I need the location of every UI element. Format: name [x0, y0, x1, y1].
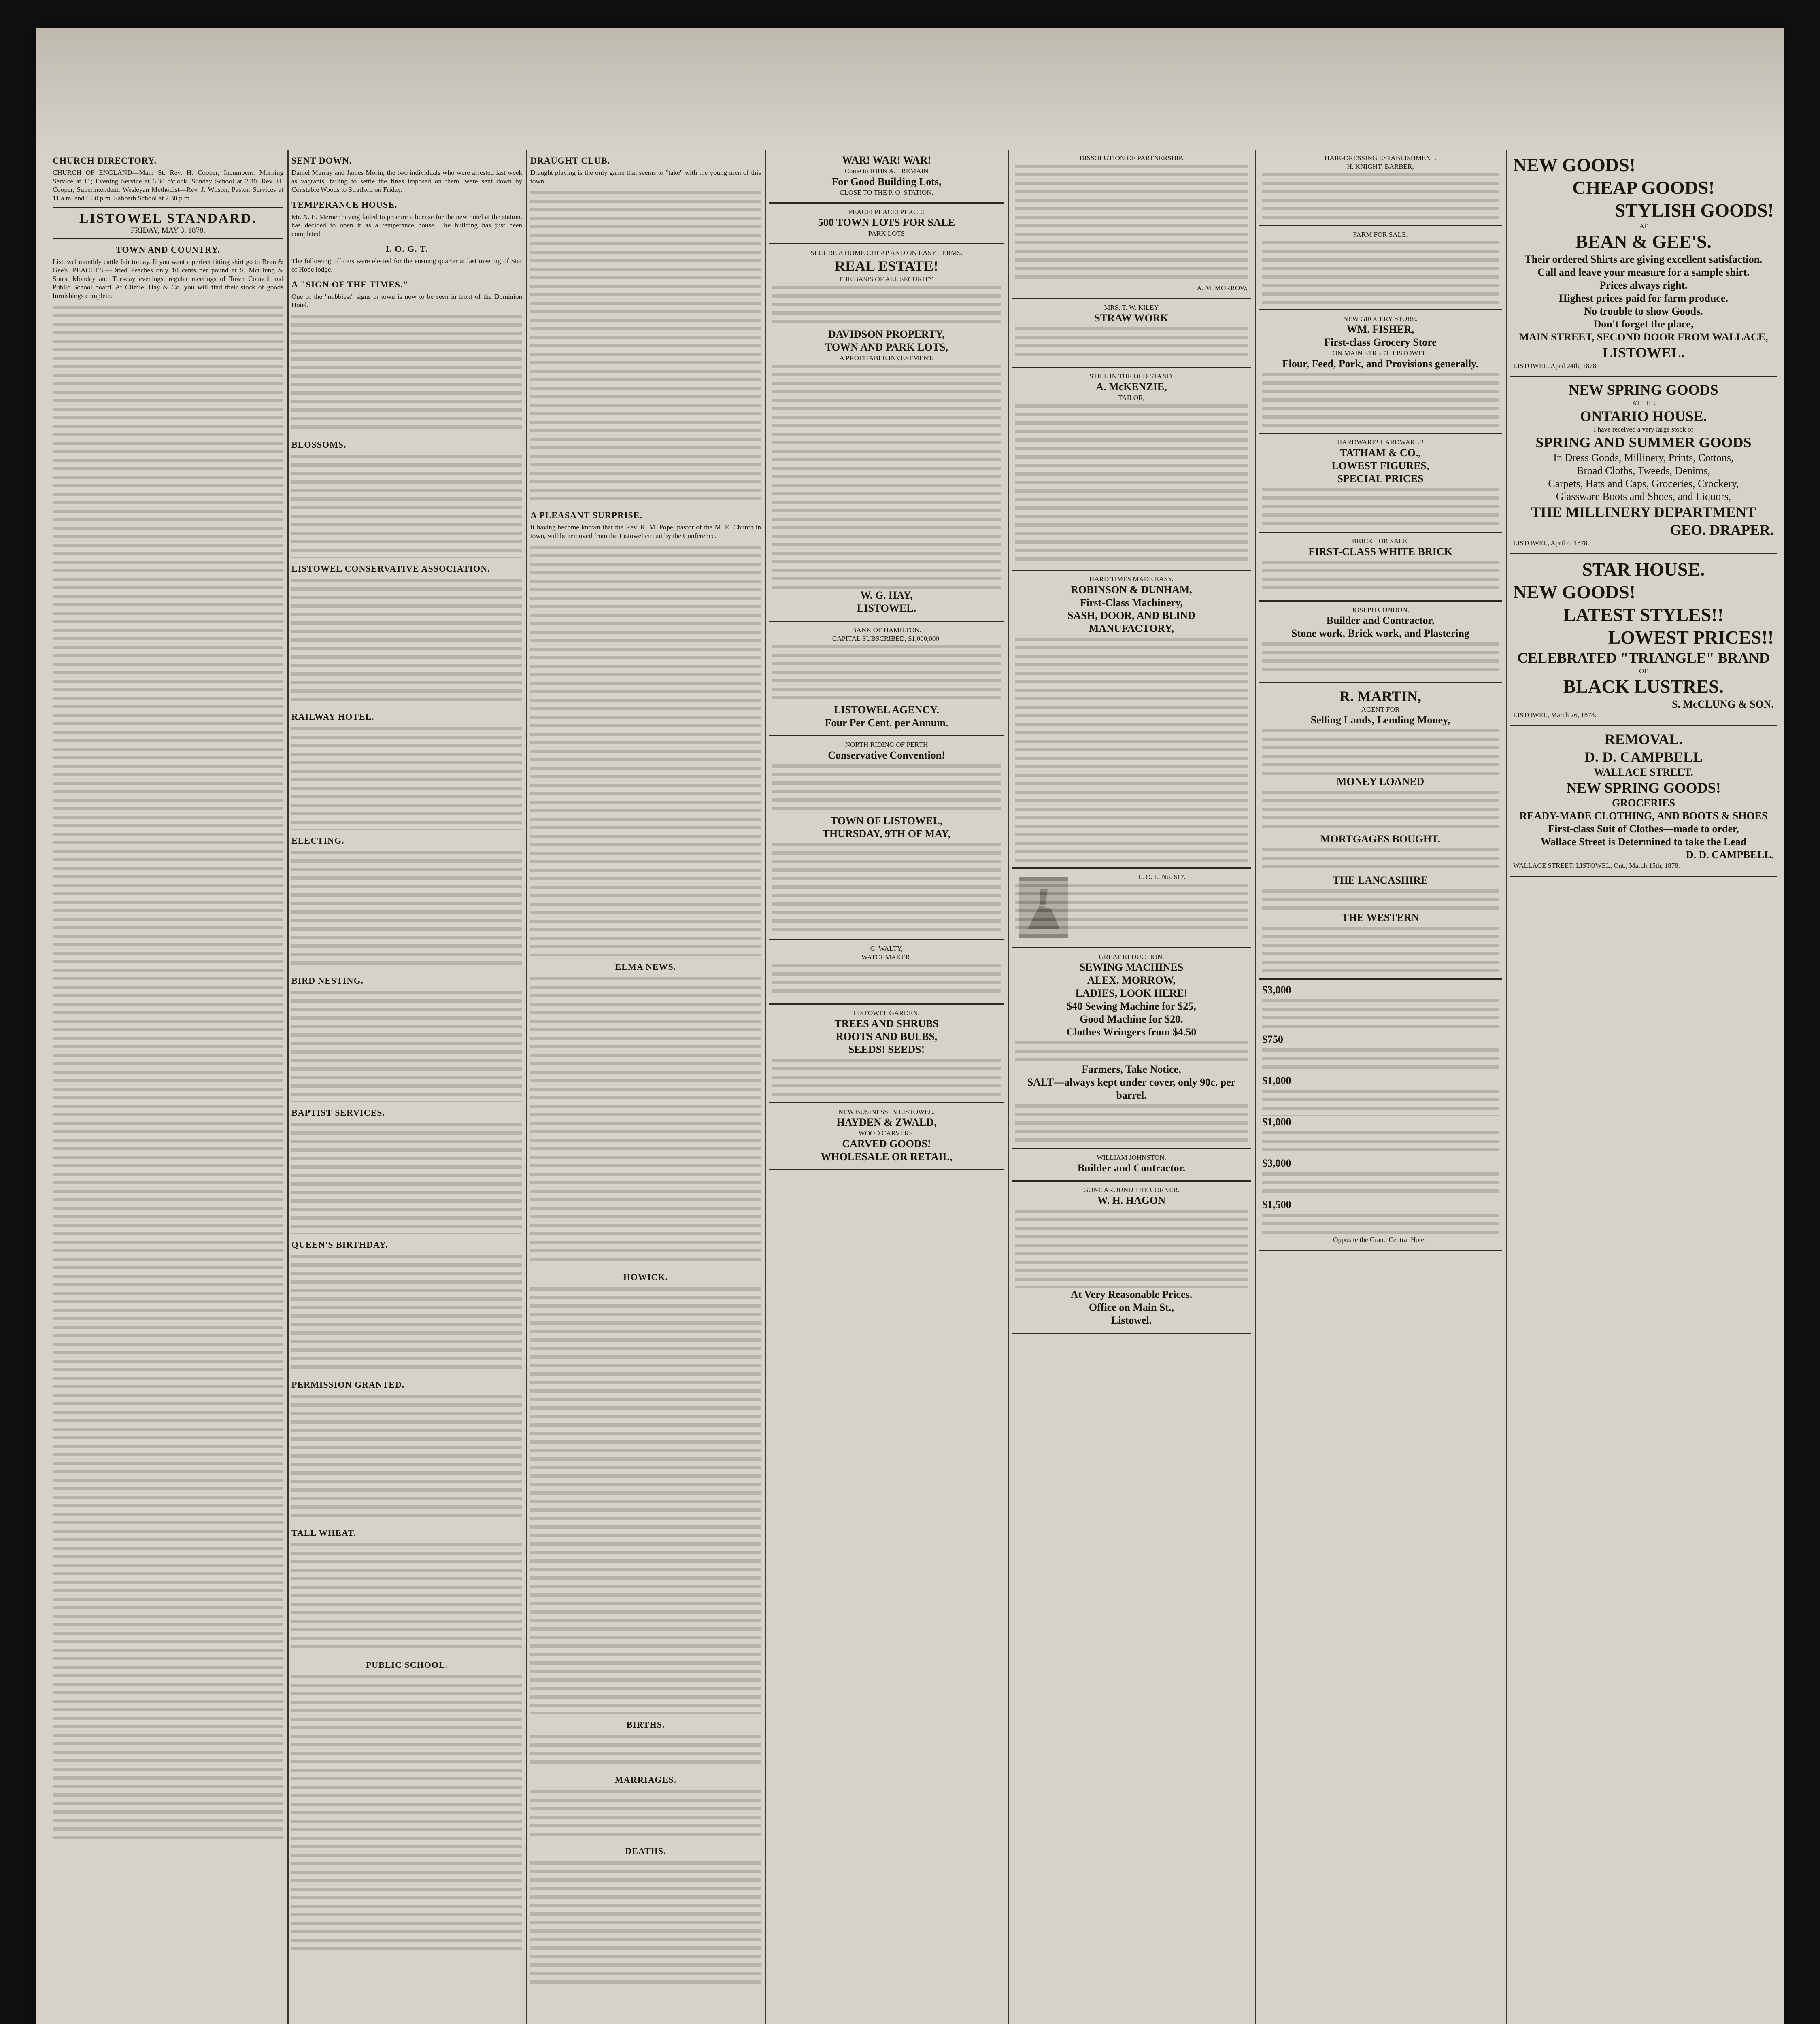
trees-and-shrubs: TREES AND SHRUBS	[834, 1018, 939, 1029]
fisher-location: ON MAIN STREET, LISTOWEL.	[1332, 349, 1429, 357]
farm-filler	[1262, 239, 1499, 304]
baptist-services-heading: BAPTIST SERVICES.	[291, 1108, 385, 1118]
sent-down-heading: SENT DOWN.	[291, 155, 352, 166]
ordered-shirts: Their ordered Shirts are giving excellent satisfaction.	[1524, 253, 1763, 265]
morrow-sewing-ad	[1012, 948, 1251, 1149]
dissolution-ad	[1012, 150, 1251, 299]
column-1-filler-text	[53, 303, 283, 1841]
gone-around-corner: GONE AROUND THE CORNER.	[1083, 1186, 1180, 1194]
real-estate-filler-b	[772, 362, 1001, 589]
church-directory-text: CHURCH OF ENGLAND—Main St. Rev. H. Cooper, Incumbent. Morning Service at 11; Evening Service at 6.30 o'clock. Sunday School at 2.30. Rev. H. Cooper, Superintendent. Wesleyan Methodist—Rev. J. Wilson, Pastor. Services at 11 a.m. and 6.30 p.m. Sabbath School at 2.30 p.m.	[53, 169, 283, 202]
dont-forget: Don't forget the place,	[1593, 318, 1694, 330]
bank-of-hamilton-ad	[769, 622, 1004, 736]
white-brick: FIRST-CLASS WHITE BRICK	[1308, 546, 1452, 557]
walty-name: G. WALTY,	[870, 945, 903, 952]
stylish-goods: STYLISH GOODS!	[1615, 200, 1774, 221]
peace-headline: PEACE! PEACE! PEACE!	[848, 208, 925, 216]
offer-filler-d	[1262, 1129, 1499, 1157]
pleasant-surprise-text: It having become known that the Rev. R. M. Pope, pastor of the M. E. Church in town, will be removed from the Listowel circuit by the Conference.	[530, 523, 761, 540]
johnston-ad	[1012, 1149, 1251, 1182]
fisher-filler	[1262, 370, 1499, 427]
star-new-goods: NEW GOODS!	[1513, 582, 1636, 602]
basis-of-security: THE BASIS OF ALL SECURITY.	[838, 275, 935, 283]
column-3-filler-e	[530, 1733, 761, 1769]
listowel-agency: LISTOWEL AGENCY.	[833, 704, 940, 716]
town-of-listowel: TOWN OF LISTOWEL,	[830, 815, 943, 827]
bank-name: BANK OF HAMILTON.	[852, 626, 921, 634]
column-2-filler-j	[291, 1541, 522, 1654]
tremain-building-lots: For Good Building Lots,	[831, 176, 942, 187]
star-house: STAR HOUSE.	[1582, 559, 1705, 580]
draught-club-text: Draught playing is the only game that seems to "take" with the young men of this town.	[530, 169, 761, 185]
johnston-trade: Builder and Contractor.	[1077, 1162, 1186, 1174]
mckenzie-name: A. McKENZIE,	[1096, 381, 1167, 393]
town-country-heading: TOWN AND COUNTRY.	[116, 244, 220, 255]
farm-sale-ad	[1259, 226, 1502, 310]
column-5	[1012, 150, 1251, 2024]
column-2-filler-h	[291, 1252, 522, 1374]
column-3-filler-a	[530, 189, 761, 504]
forty-dollar-machine: $40 Sewing Machine for $25,	[1067, 1000, 1196, 1012]
johnston-name: WILLIAM JOHNSTON,	[1097, 1154, 1166, 1161]
reasonable-prices: At Very Reasonable Prices.	[1070, 1288, 1193, 1300]
bean-gee-ad	[1510, 150, 1777, 377]
wood-carvers: WOOD CARVERS,	[858, 1129, 915, 1137]
listowel-garden-ad	[769, 1005, 1004, 1103]
lancashire: THE LANCASHIRE	[1333, 874, 1428, 886]
convention-ad	[769, 736, 1004, 940]
masthead	[53, 207, 283, 239]
salt-notice: SALT—always kept under cover, only 90c. per barrel.	[1027, 1076, 1236, 1101]
lol-filler	[1015, 881, 1248, 934]
grocery-store: First-class Grocery Store	[1324, 336, 1437, 348]
main-street: MAIN STREET, SECOND DOOR FROM WALLACE,	[1519, 331, 1768, 343]
elma-news-heading: ELMA NEWS.	[615, 962, 676, 972]
farmers-take-notice: Farmers, Take Notice,	[1082, 1063, 1181, 1075]
column-4	[769, 150, 1004, 2024]
column-rule	[287, 150, 289, 2024]
ladies-look-here: LADIES, LOOK HERE!	[1075, 987, 1188, 999]
sewing-machines: SEWING MACHINES	[1079, 961, 1184, 973]
column-2-filler-k	[291, 1673, 522, 1956]
real-estate-title: REAL ESTATE!	[835, 258, 938, 274]
goods-line-2: Broad Cloths, Tweeds, Denims,	[1577, 465, 1710, 476]
bean-gees: BEAN & GEE'S.	[1575, 231, 1712, 252]
real-estate-ad	[769, 244, 1004, 622]
offer-3000-b: $3,000	[1262, 1157, 1291, 1169]
at-word: AT	[1639, 222, 1648, 230]
tatham-co: TATHAM & CO.,	[1340, 447, 1421, 459]
iogt-text: The following officers were elected for the ensuing quarter at last meeting of Star of Hope lodge.	[291, 257, 522, 273]
hagon-ad	[1012, 1182, 1251, 1334]
kiley-name: MRS. T. W. KILEY	[1104, 304, 1159, 311]
column-rule	[1255, 150, 1256, 2024]
ontario-house-ad	[1510, 377, 1777, 554]
campbell-date: WALLACE STREET, LISTOWEL, Ont., March 15th, 1878.	[1513, 862, 1680, 870]
carved-goods: CARVED GOODS!	[842, 1138, 931, 1150]
goods-line-3: Carpets, Hats and Caps, Groceries, Crockery,	[1548, 478, 1739, 489]
offer-3000-a: $3,000	[1262, 984, 1291, 996]
martin-filler-b	[1262, 788, 1499, 833]
removal: REMOVAL.	[1604, 731, 1683, 747]
bank-capital: CAPITAL SUBSCRIBED, $1,000,000.	[832, 635, 941, 642]
robinson-dunham: ROBINSON & DUNHAM,	[1071, 584, 1192, 595]
offer-filler-a	[1262, 997, 1499, 1033]
north-riding-perth: NORTH RIDING OF PERTH	[845, 741, 928, 748]
temperance-house-heading: TEMPERANCE HOUSE.	[291, 200, 398, 210]
lowest-figures: LOWEST FIGURES,	[1331, 460, 1429, 472]
office-main-st: Office on Main St.,	[1089, 1301, 1174, 1313]
selling-lands: Selling Lands, Lending Money,	[1310, 714, 1450, 726]
mcclung-son: S. McCLUNG & SON.	[1671, 698, 1774, 710]
goods-line-4: Glassware Boots and Shoes, and Liquors,	[1556, 491, 1731, 502]
new-business: NEW BUSINESS IN LISTOWEL.	[838, 1108, 935, 1116]
sent-down-text: Daniel Murray and James Morin, the two individuals who were arrested last week as vagrants, failing to settle the fines imposed on them, were sent down by Constable Woods to Stratford on Friday.	[291, 169, 522, 193]
first-class-machinery: First-Class Machinery,	[1080, 597, 1183, 608]
opposite-hotel: Opposite the Grand Central Hotel.	[1333, 1236, 1428, 1244]
profitable-investment: A PROFITABLE INVESTMENT,	[839, 354, 934, 362]
condon-ad	[1259, 602, 1502, 683]
walty-trade: WATCHMAKER,	[861, 953, 912, 961]
at-the: AT THE	[1632, 399, 1655, 407]
town-country-text: Listowel monthly cattle fair to-day. If you want a perfect fitting shirt go to Bean & Gee's. PEACHES.—Dried Peaches only 10 cents per pound at S. McClung & Son's. Monday and Tuesday evenings, regular meetings of Town Council and Public School board. At Climie, Hay & Co. you will find their stock of goods furnishings complete.	[53, 258, 283, 300]
sign-of-times-heading: A "SIGN OF THE TIMES."	[291, 279, 408, 289]
am-morrow-sign: A. M. MORROW,	[1197, 284, 1248, 292]
agent-for: AGENT FOR	[1361, 706, 1400, 713]
garden-filler	[772, 1056, 1001, 1097]
column-3	[530, 150, 761, 2024]
column-2-filler-e	[291, 848, 522, 970]
take-the-lead: Wallace Street is Determined to take the Lead	[1540, 836, 1747, 848]
lol-number: L. O. L. No. 617.	[1138, 873, 1186, 881]
campbell-groceries: GROCERIES	[1612, 797, 1675, 809]
permission-granted-heading: PERMISSION GRANTED.	[291, 1380, 405, 1390]
deaths-heading: DEATHS.	[625, 1846, 666, 1856]
farm-produce: Highest prices paid for farm produce.	[1559, 292, 1728, 304]
kiley-filler	[1015, 325, 1248, 361]
martin-ad	[1259, 683, 1502, 980]
real-estate-filler-a	[772, 283, 1001, 328]
column-7	[1510, 150, 1777, 2024]
tremain-headline: WAR! WAR! WAR!	[842, 154, 931, 166]
dissolution-title: DISSOLUTION OF PARTNERSHIP.	[1079, 154, 1184, 162]
stone-brick-work: Stone work, Brick work, and Plastering	[1291, 627, 1469, 639]
mckenzie-ad	[1012, 368, 1251, 571]
knight-barber: H. KNIGHT, BARBER,	[1347, 163, 1414, 170]
robinson-dunham-ad	[1012, 571, 1251, 869]
property-offers-ad	[1259, 980, 1502, 1251]
davidson-property: DAVIDSON PROPERTY,	[828, 328, 945, 340]
electing-heading: ELECTING.	[291, 836, 344, 846]
western: THE WESTERN	[1342, 912, 1419, 923]
tall-wheat-heading: TALL WHEAT.	[291, 1528, 356, 1538]
mckenzie-filler	[1015, 402, 1248, 564]
column-6	[1259, 150, 1502, 2024]
four-per-cent: Four Per Cent. per Annum.	[825, 717, 948, 729]
brick-ad	[1259, 533, 1502, 602]
dd-campbell: D. D. CAMPBELL	[1584, 749, 1703, 765]
star-house-ad	[1510, 554, 1777, 726]
martin-filler-e	[1262, 924, 1499, 973]
column-2	[291, 150, 522, 2024]
iogt-heading: I. O. G. T.	[385, 244, 428, 254]
hagon-filler	[1015, 1207, 1248, 1288]
brick-for-sale: BRICK FOR SALE.	[1352, 537, 1409, 545]
barber-filler	[1262, 171, 1499, 219]
column-1	[53, 150, 283, 2024]
mortgages-bought: MORTGAGES BOUGHT.	[1320, 833, 1441, 845]
brick-filler	[1262, 558, 1499, 595]
martin-filler-d	[1262, 887, 1499, 911]
newspaper-page	[36, 28, 1784, 2024]
old-stand: STILL IN THE OLD STAND.	[1089, 372, 1174, 380]
offer-filler-c	[1262, 1087, 1499, 1116]
tatham-ad	[1259, 434, 1502, 533]
campbell-ad	[1510, 726, 1777, 877]
hardware-head: HARDWARE! HARDWARE!!	[1337, 438, 1424, 446]
column-rule	[1506, 150, 1507, 2024]
railway-hotel-heading: RAILWAY HOTEL.	[291, 712, 374, 722]
column-3-filler-f	[530, 1788, 761, 1840]
column-2-filler-f	[291, 989, 522, 1102]
martin-filler-c	[1262, 846, 1499, 874]
listowel-word: LISTOWEL.	[1602, 344, 1685, 361]
great-reduction: GREAT REDUCTION.	[1099, 953, 1164, 961]
seeds-seeds: SEEDS! SEEDS!	[848, 1044, 925, 1055]
tremain-ad	[769, 150, 1004, 204]
salt-filler	[1015, 1102, 1248, 1142]
tailor: TAILOR,	[1118, 394, 1145, 402]
cheap-goods: CHEAP GOODS!	[1572, 177, 1715, 198]
wallace-street: WALLACE STREET.	[1594, 766, 1693, 778]
offer-750: $750	[1262, 1033, 1283, 1045]
black-lustres: BLACK LUSTRES.	[1563, 676, 1724, 697]
new-spring-goods: NEW SPRING GOODS	[1569, 382, 1718, 398]
queens-birthday-heading: QUEEN'S BIRTHDAY.	[291, 1239, 388, 1250]
column-2-filler-g	[291, 1120, 522, 1234]
farm-for-sale: FARM FOR SALE.	[1353, 231, 1408, 238]
column-2-filler-d	[291, 725, 522, 830]
draught-club-heading: DRAUGHT CLUB.	[530, 155, 610, 166]
sewing-filler	[1015, 1039, 1248, 1063]
public-school-heading: PUBLIC SCHOOL.	[366, 1660, 448, 1670]
campbell-spring-goods: NEW SPRING GOODS!	[1566, 780, 1721, 796]
hair-dressing: HAIR-DRESSING ESTABLISHMENT.	[1325, 154, 1436, 162]
first-class-suit: First-class Suit of Clothes—made to order,	[1548, 823, 1739, 835]
lol-ad	[1012, 869, 1251, 948]
leave-measure: Call and leave your measure for a sample shirt.	[1537, 266, 1750, 278]
new-goods: NEW GOODS!	[1513, 155, 1636, 175]
conservative-association-heading: LISTOWEL CONSERVATIVE ASSOCIATION.	[291, 563, 490, 574]
new-grocery: NEW GROCERY STORE.	[1343, 315, 1418, 323]
column-3-filler-g	[530, 1859, 761, 1988]
twenty-dollar-machine: Good Machine for $20.	[1080, 1013, 1183, 1025]
fisher-ad	[1259, 310, 1502, 434]
temperance-house-text: Mr. A. E. Merner having failed to procure a license for the new hotel at the station, has decided to open it as a temperance house. The building has just been completed.	[291, 213, 522, 238]
secure-home-line: SECURE A HOME CHEAP AND ON EASY TERMS.	[810, 249, 963, 257]
latest-styles: LATEST STYLES!!	[1563, 604, 1724, 625]
tremain-intro: Come to JOHN A. TREMAIN	[844, 167, 929, 175]
offer-1500: $1,500	[1262, 1199, 1291, 1210]
geo-draper: GEO. DRAPER.	[1669, 522, 1774, 538]
alex-morrow: ALEX. MORROW,	[1087, 974, 1176, 986]
wg-hay-town: LISTOWEL.	[857, 602, 916, 614]
column-3-filler-d	[530, 1285, 761, 1714]
clothes-wringers: Clothes Wringers from $4.50	[1066, 1026, 1197, 1038]
bank-filler	[772, 643, 1001, 704]
lowest-prices: LOWEST PRICES!!	[1608, 627, 1774, 648]
hagon-name: W. H. HAGON	[1097, 1195, 1166, 1206]
park-lots: PARK LOTS	[868, 230, 905, 237]
thursday-may-9: THURSDAY, 9TH OF MAY,	[822, 828, 951, 840]
town-lots-ad	[769, 204, 1004, 244]
church-directory-heading: CHURCH DIRECTORY.	[53, 155, 157, 166]
condon-filler	[1262, 640, 1499, 676]
roots-and-bulbs: ROOTS AND BULBS,	[836, 1031, 938, 1042]
column-2-filler-i	[291, 1393, 522, 1522]
offer-1000-b: $1,000	[1262, 1116, 1291, 1128]
offer-filler-f	[1262, 1211, 1499, 1235]
offer-filler-b	[1262, 1046, 1499, 1074]
dissolution-filler	[1015, 162, 1248, 284]
blossoms-heading: BLOSSOMS.	[291, 440, 347, 450]
bird-nesting-heading: BIRD NESTING.	[291, 976, 364, 986]
marriages-heading: MARRIAGES.	[614, 1775, 677, 1785]
howick-heading: HOWICK.	[623, 1272, 668, 1282]
wm-fisher: WM. FISHER,	[1346, 323, 1414, 335]
spring-summer-goods: SPRING AND SUMMER GOODS	[1535, 434, 1752, 451]
bean-date: LISTOWEL, April 24th, 1878.	[1513, 362, 1598, 370]
wholesale-retail: WHOLESALE OR RETAIL,	[821, 1151, 953, 1163]
ready-made: READY-MADE CLOTHING, AND BOOTS & SHOES	[1519, 810, 1768, 822]
town-lots-for-sale: 500 TOWN LOTS FOR SALE	[818, 217, 955, 228]
draper-date: LISTOWEL, April 4, 1878.	[1513, 539, 1589, 547]
column-rule	[526, 150, 527, 2024]
masthead-title: LISTOWEL STANDARD.	[79, 211, 257, 226]
offer-filler-e	[1262, 1170, 1499, 1198]
millinery-department: THE MILLINERY DEPARTMENT	[1531, 504, 1756, 520]
column-2-filler-b	[291, 453, 522, 558]
manufactory: MANUFACTORY,	[1089, 623, 1174, 634]
received-stock: I have received a very large stock of	[1593, 425, 1694, 433]
no-trouble: No trouble to show Goods.	[1584, 305, 1703, 317]
column-rule	[1008, 150, 1009, 2024]
conservative-convention: Conservative Convention!	[828, 749, 945, 761]
straw-work: STRAW WORK	[1094, 312, 1169, 324]
pleasant-surprise-heading: A PLEASANT SURPRISE.	[530, 510, 642, 520]
campbell-sign: D. D. CAMPBELL.	[1686, 849, 1774, 861]
column-2-filler-a	[291, 313, 522, 434]
condon-trade: Builder and Contractor,	[1326, 614, 1435, 626]
garden-title: LISTOWEL GARDEN.	[853, 1009, 920, 1017]
robinson-filler	[1015, 635, 1248, 862]
wg-hay-name: W. G. HAY,	[860, 589, 913, 601]
hayden-zwald-ad	[769, 1103, 1004, 1170]
column-3-filler-c	[530, 975, 761, 1266]
town-and-park-lots: TOWN AND PARK LOTS,	[825, 341, 948, 353]
goods-line-1: In Dress Goods, Millinery, Prints, Cottons,	[1553, 452, 1734, 463]
mcclung-date: LISTOWEL, March 26, 1878.	[1513, 711, 1597, 719]
column-rule	[765, 150, 766, 2024]
column-3-filler-b	[530, 543, 761, 956]
special-prices: SPECIAL PRICES	[1337, 473, 1424, 485]
sign-of-times-text: One of the "nobbiest" signs in town is now to be seen in front of the Dominion Hotel.	[291, 293, 522, 309]
walty-ad	[769, 940, 1004, 1005]
masthead-date: FRIDAY, MAY 3, 1878.	[130, 226, 206, 235]
prices-right: Prices always right.	[1599, 279, 1688, 291]
tremain-location: CLOSE TO THE P. O. STATION.	[840, 189, 933, 196]
convention-filler-b	[772, 840, 1001, 933]
flour-feed: Flour, Feed, Pork, and Provisions generally.	[1282, 358, 1479, 370]
r-martin: R. MARTIN,	[1339, 688, 1421, 704]
births-heading: BIRTHS.	[626, 1720, 665, 1730]
martin-filler-a	[1262, 727, 1499, 775]
hayden-zwald: HAYDEN & ZWALD,	[836, 1116, 937, 1128]
condon-name: JOSEPH CONDON,	[1352, 606, 1409, 614]
triangle-brand: CELEBRATED "TRIANGLE" BRAND	[1517, 650, 1770, 666]
barber-ad	[1259, 150, 1502, 226]
ontario-house: ONTARIO HOUSE.	[1580, 408, 1707, 424]
money-loaned: MONEY LOANED	[1336, 776, 1425, 787]
kiley-ad	[1012, 299, 1251, 368]
tatham-filler	[1262, 485, 1499, 526]
offer-1000-a: $1,000	[1262, 1075, 1291, 1086]
convention-filler	[772, 762, 1001, 814]
sash-door-blind: SASH, DOOR, AND BLIND	[1067, 610, 1195, 621]
of-word: OF	[1639, 667, 1648, 675]
walty-filler	[772, 961, 1001, 998]
page-top-stain	[36, 28, 1784, 150]
hagon-town: Listowel.	[1111, 1314, 1152, 1326]
column-2-filler-c	[291, 576, 522, 706]
hard-times: HARD TIMES MADE EASY.	[1089, 575, 1174, 583]
